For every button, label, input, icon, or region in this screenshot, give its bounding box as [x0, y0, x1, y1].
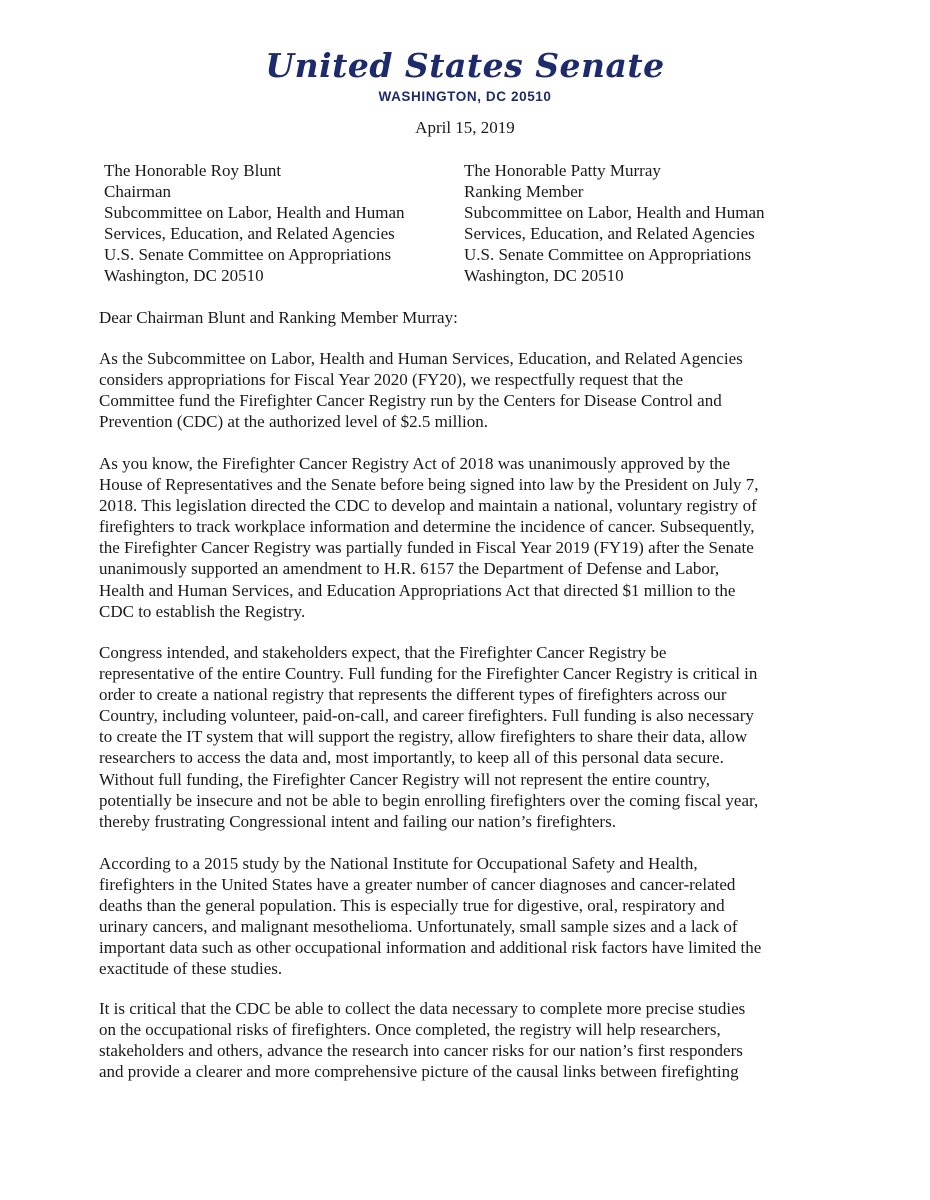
- paragraph-line: According to a 2015 study by the National Institute for Occupational Safety and Health,: [99, 854, 698, 873]
- recipient-left-line: Subcommittee on Labor, Health and Human: [104, 203, 405, 222]
- paragraph-line: CDC to establish the Registry.: [99, 601, 306, 621]
- paragraph-line: stakeholders and others, advance the research into cancer risks for our nation’s first responders: [99, 1041, 743, 1061]
- paragraph-line: As you know, the Firefighter Cancer Registry Act of 2018 was unanimously approved by the: [99, 454, 731, 473]
- paragraph-line: Committee fund the Firefighter Cancer Registry run by the Centers for Disease Control and: [99, 391, 722, 411]
- paragraph-line: representative of the entire Country. Full funding for the Firefighter Cancer Registry is critical in: [99, 664, 758, 684]
- paragraph-line: on the occupational risks of firefighters. Once completed, the registry will help researchers,: [99, 1020, 721, 1040]
- recipient-address-left: [104, 160, 449, 286]
- paragraph-line: It is critical that the CDC be able to collect the data necessary to complete more precise studies: [99, 999, 746, 1018]
- recipient-left-line: Chairman: [104, 182, 172, 201]
- recipient-left-line: The Honorable Roy Blunt: [104, 161, 282, 180]
- paragraph-line: potentially be insecure and not be able to begin enrolling firefighters over the coming fiscal year,: [99, 790, 759, 810]
- letterhead-title: United States Senate: [265, 46, 665, 85]
- paragraph-line: Prevention (CDC) at the authorized level of $2.5 million.: [99, 412, 489, 432]
- recipient-left-line: Services, Education, and Related Agencies: [104, 224, 395, 243]
- recipient-address-right: [464, 160, 824, 286]
- paragraph-line: 2018. This legislation directed the CDC to develop and maintain a national, voluntary registry of: [99, 496, 757, 516]
- paragraph-line: House of Representatives and the Senate before being signed into law by the President on July 7,: [99, 475, 759, 495]
- body-paragraph-2: [99, 453, 829, 622]
- paragraph-line: Congress intended, and stakeholders expect, that the Firefighter Cancer Registry be: [99, 643, 667, 662]
- paragraph-line: researchers to access the data and, most importantly, to keep all of this personal data secure.: [99, 748, 724, 768]
- paragraph-line: order to create a national registry that represents the different types of firefighters across our: [99, 685, 727, 705]
- salutation: Dear Chairman Blunt and Ranking Member Murray:: [99, 308, 458, 327]
- recipient-right-line: Subcommittee on Labor, Health and Human: [464, 203, 765, 222]
- paragraph-line: firefighters in the United States have a greater number of cancer diagnoses and cancer-related: [99, 875, 736, 895]
- body-paragraph-5: [99, 998, 829, 1082]
- recipient-right-line: Washington, DC 20510: [464, 266, 624, 285]
- letter-date: April 15, 2019: [415, 118, 515, 137]
- paragraph-line: the Firefighter Cancer Registry was partially funded in Fiscal Year 2019 (FY19) after the Senate: [99, 538, 754, 558]
- paragraph-line: important data such as other occupational information and additional risk factors have limited the: [99, 938, 762, 958]
- paragraph-line: thereby frustrating Congressional intent and failing our nation’s firefighters.: [99, 811, 616, 831]
- paragraph-line: firefighters to track workplace information and determine the incidence of cancer. Subsequently,: [99, 517, 755, 537]
- recipient-right-line: The Honorable Patty Murray: [464, 161, 661, 180]
- body-paragraph-3: [99, 642, 829, 832]
- letterhead-subtitle: WASHINGTON, DC 20510: [378, 89, 552, 104]
- paragraph-line: considers appropriations for Fiscal Year 2020 (FY20), we respectfully request that the: [99, 370, 684, 390]
- paragraph-line: Without full funding, the Firefighter Cancer Registry will not represent the entire country,: [99, 769, 710, 789]
- recipient-right-line: U.S. Senate Committee on Appropriations: [464, 245, 752, 264]
- body-paragraph-4: [99, 853, 829, 980]
- paragraph-line: exactitude of these studies.: [99, 959, 283, 979]
- paragraph-line: deaths than the general population. This is especially true for digestive, oral, respiratory and: [99, 896, 725, 916]
- recipient-right-line: Services, Education, and Related Agencies: [464, 224, 755, 243]
- paragraph-line: Country, including volunteer, paid-on-call, and career firefighters. Full funding is also necessary: [99, 706, 754, 726]
- body-paragraph-1: [99, 348, 829, 432]
- paragraph-line: As the Subcommittee on Labor, Health and Human Services, Education, and Related Agencies: [99, 349, 743, 368]
- paragraph-line: Health and Human Services, and Education Appropriations Act that directed $1 million to the: [99, 580, 736, 600]
- recipient-right-line: Ranking Member: [464, 182, 584, 201]
- paragraph-line: to create the IT system that will support the registry, allow firefighters to share their data, allow: [99, 727, 748, 747]
- paragraph-line: and provide a clearer and more comprehensive picture of the causal links between firefighting: [99, 1062, 739, 1082]
- recipient-left-line: U.S. Senate Committee on Appropriations: [104, 245, 392, 264]
- paragraph-line: unanimously supported an amendment to H.R. 6157 the Department of Defense and Labor,: [99, 559, 720, 579]
- paragraph-line: urinary cancers, and malignant mesothelioma. Unfortunately, small sample sizes and a lack of: [99, 917, 738, 937]
- recipient-left-line: Washington, DC 20510: [104, 266, 264, 285]
